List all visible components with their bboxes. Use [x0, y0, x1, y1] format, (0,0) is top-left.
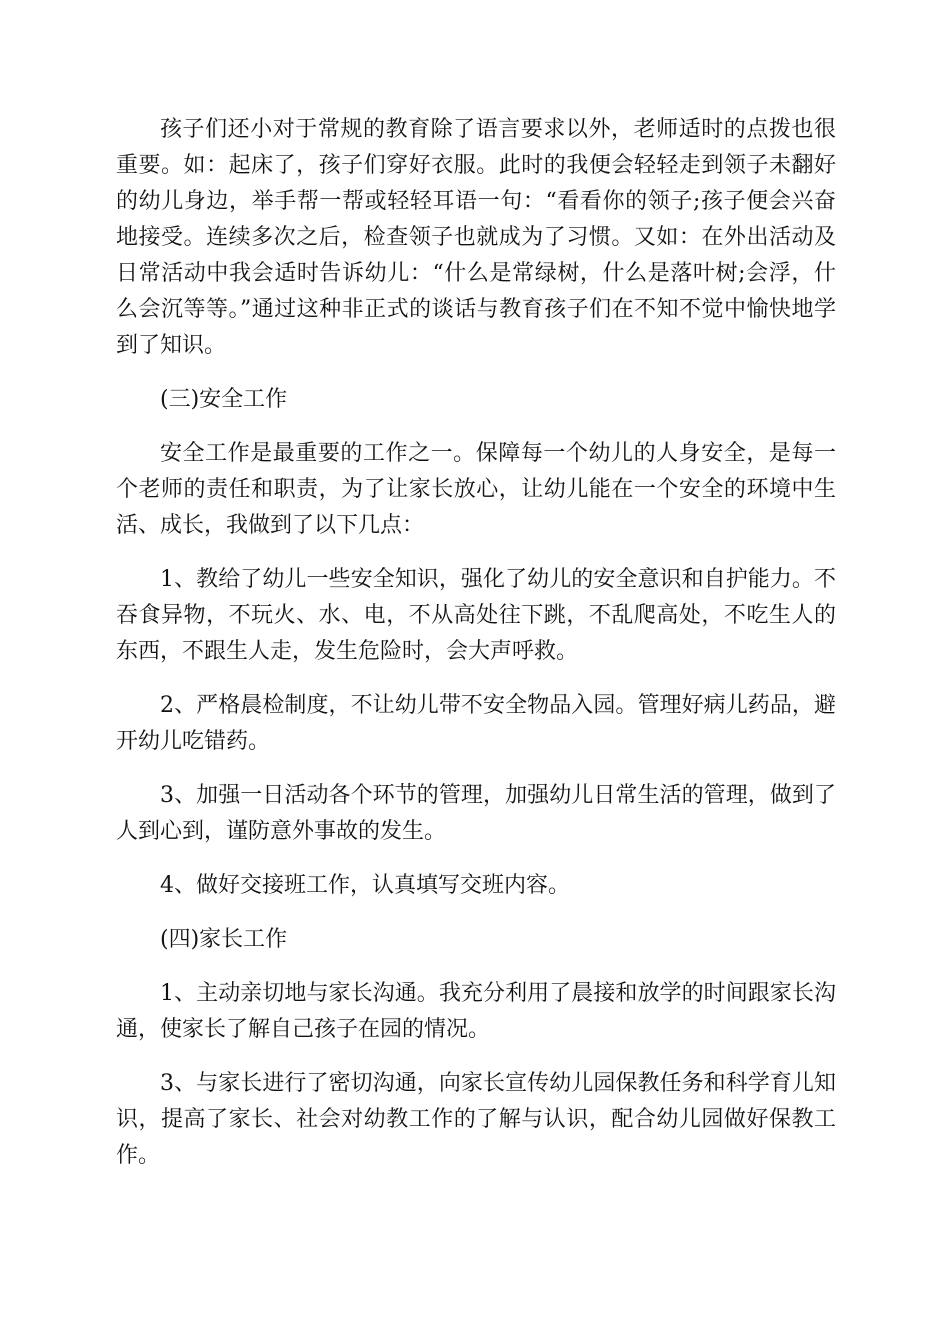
- section-heading-parents: (四)家长工作: [160, 927, 288, 952]
- list-item-parents-1: 1、主动亲切地与家长沟通。我充分利用了晨接和放学的时间跟家长沟通，使家长了解自己孩子在园的情况。: [116, 981, 836, 1042]
- list-item-safety-1: 1、教给了幼儿一些安全知识，强化了幼儿的安全意识和自护能力。不吞食异物，不玩火、水、电，不从高处往下跳，不乱爬高处，不吃生人的东西，不跟生人走，发生危险时，会大声呼救。: [116, 567, 836, 664]
- paragraph-safety-intro: 安全工作是最重要的工作之一。保障每一个幼儿的人身安全，是每一个老师的责任和职责，为了让家长放心，让幼儿能在一个安全的环境中生活、成长，我做到了以下几点：: [116, 441, 836, 538]
- list-item-safety-3: 3、加强一日活动各个环节的管理，加强幼儿日常生活的管理，做到了人到心到，谨防意外事故的发生。: [116, 783, 836, 844]
- section-heading-safety: (三)安全工作: [160, 387, 288, 412]
- document-page: [116, 112, 836, 1192]
- paragraph-routine-education: 孩子们还小对于常规的教育除了语言要求以外，老师适时的点拨也很重要。如：起床了，孩子们穿好衣服。此时的我便会轻轻走到领子未翻好的幼儿身边，举手帮一帮或轻轻耳语一句：“看看你的领子;孩子便会兴奋地接受。连续多次之后，检查领子也就成为了习惯。又如：在外出活动及日常活动中我会适时告诉幼儿：“什么是常绿树，什么是落叶树;会浮，什么会沉等等。”通过这种非正式的谈话与教育孩子们在不知不觉中愉快地学到了知识。: [116, 117, 836, 358]
- list-item-safety-4: 4、做好交接班工作，认真填写交班内容。: [160, 873, 570, 898]
- list-item-parents-3: 3、与家长进行了密切沟通，向家长宣传幼儿园保教任务和科学育儿知识，提高了家长、社会对幼教工作的了解与认识，配合幼儿园做好保教工作。: [116, 1071, 836, 1168]
- list-item-safety-2: 2、严格晨检制度，不让幼儿带不安全物品入园。管理好病儿药品，避开幼儿吃错药。: [116, 693, 836, 754]
